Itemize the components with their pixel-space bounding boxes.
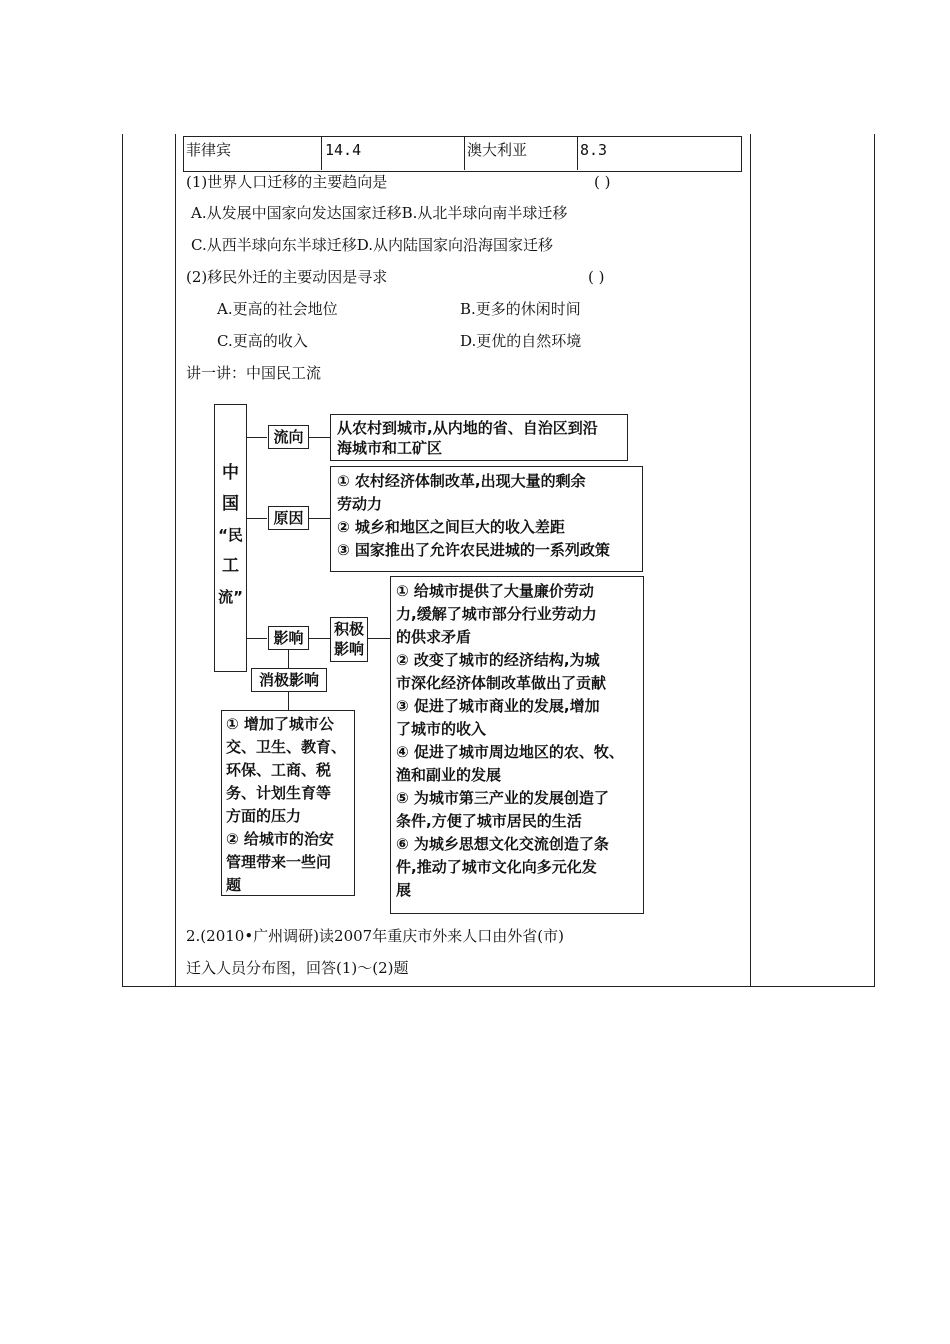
connector xyxy=(309,518,330,519)
positive-line: ② 改变了城市的经济结构,为城 xyxy=(396,651,600,669)
next-question-line-1: 2.(2010•广州调研)读2007年重庆市外来人口由外省(市) xyxy=(186,927,564,945)
column-divider-left xyxy=(175,134,176,986)
negative-line: 方面的压力 xyxy=(226,807,302,825)
cause-line: 劳动力 xyxy=(337,495,383,513)
positive-label-line: 影响 xyxy=(333,640,364,658)
positive-line: 市深化经济体制改革做出了贡献 xyxy=(396,674,607,692)
root-char: 国 xyxy=(222,494,239,514)
positive-line: ⑥ 为城乡思想文化交流创造了条 xyxy=(396,835,609,853)
flow-line: 海城市和工矿区 xyxy=(337,439,443,457)
flow-box xyxy=(330,414,628,461)
positive-label xyxy=(330,617,368,662)
positive-line: 力,缓解了城市部分行业劳动力 xyxy=(396,605,597,623)
cell-value-1: 14.4 xyxy=(325,141,362,159)
connector xyxy=(247,437,267,438)
cell-country-2: 澳大利亚 xyxy=(467,141,528,159)
negative-line: 题 xyxy=(226,876,242,894)
positive-box xyxy=(390,576,644,914)
q2-bracket: ( ) xyxy=(588,268,605,286)
q1-bracket: ( ) xyxy=(594,173,611,191)
q1-options-cd: C.从西半球向东半球迁移D.从内陆国家向沿海国家迁移 xyxy=(191,236,553,254)
connector xyxy=(309,638,330,639)
connector xyxy=(247,638,267,639)
negative-box xyxy=(221,710,355,896)
next-question-line-2: 迁入人员分布图，回答(1)～(2)题 xyxy=(186,959,409,977)
root-char: 流” xyxy=(218,588,243,606)
negative-line: 管理带来一些问 xyxy=(226,853,332,871)
q1-stem: (1)世界人口迁移的主要趋向是 xyxy=(186,173,388,191)
flow-line: 从农村到城市,从内地的省、自治区到沿 xyxy=(337,419,598,437)
positive-line: ③ 促进了城市商业的发展,增加 xyxy=(396,697,600,715)
root-char: 工 xyxy=(222,556,239,576)
cell-value-2: 8.3 xyxy=(580,141,608,159)
flow-label: 流向 xyxy=(268,425,309,449)
negative-line: 环保、工商、税 xyxy=(226,761,332,779)
q2-option-b: B.更多的休闲时间 xyxy=(460,300,581,318)
positive-line: 条件,方便了城市居民的生活 xyxy=(396,812,582,830)
q2-option-d: D.更优的自然环境 xyxy=(460,332,582,350)
negative-line: ① 增加了城市公 xyxy=(226,715,334,733)
section-title: 讲一讲：中国民工流 xyxy=(186,364,322,382)
positive-label-line: 积极 xyxy=(333,620,364,638)
negative-line: 务、计划生育等 xyxy=(226,784,332,802)
q2-stem: (2)移民外迁的主要动因是寻求 xyxy=(186,268,388,286)
cell-divider xyxy=(321,136,322,170)
impact-label: 影响 xyxy=(268,626,309,650)
positive-line: 展 xyxy=(396,881,412,899)
positive-line: ⑤ 为城市第三产业的发展创造了 xyxy=(396,789,609,807)
connector xyxy=(247,518,267,519)
q2-option-c: C.更高的收入 xyxy=(217,332,308,350)
positive-line: ④ 促进了城市周边地区的农、牧、 xyxy=(396,743,624,761)
cell-divider xyxy=(577,136,578,170)
cell-country-1: 菲律宾 xyxy=(186,141,232,159)
root-char: “民 xyxy=(218,526,243,544)
connector xyxy=(288,650,289,668)
negative-line: ② 给城市的治安 xyxy=(226,830,334,848)
cell-divider xyxy=(464,136,465,170)
positive-line: 的供求矛盾 xyxy=(396,628,472,646)
data-row-table xyxy=(183,136,742,172)
connector xyxy=(368,638,390,639)
q2-option-a: A.更高的社会地位 xyxy=(217,300,338,318)
column-divider-right xyxy=(750,134,751,986)
negative-line: 交、卫生、教育、 xyxy=(226,738,347,756)
negative-label: 消极影响 xyxy=(251,668,327,692)
root-char: 中 xyxy=(222,463,239,483)
cause-line: ① 农村经济体制改革,出现大量的剩余 xyxy=(337,472,586,490)
cause-line: ② 城乡和地区之间巨大的收入差距 xyxy=(337,518,565,536)
q1-options-ab: A.从发展中国家向发达国家迁移B.从北半球向南半球迁移 xyxy=(191,204,568,222)
cause-box xyxy=(330,466,643,572)
positive-line: 渔和副业的发展 xyxy=(396,766,502,784)
connector xyxy=(288,692,289,710)
positive-line: 了城市的收入 xyxy=(396,720,487,738)
positive-line: ① 给城市提供了大量廉价劳动 xyxy=(396,582,594,600)
positive-line: 件,推动了城市文化向多元化发 xyxy=(396,858,597,876)
diagram-root-label xyxy=(214,458,247,613)
cause-line: ③ 国家推出了允许农民进城的一系列政策 xyxy=(337,541,610,559)
cause-label: 原因 xyxy=(268,506,309,530)
connector xyxy=(309,437,330,438)
